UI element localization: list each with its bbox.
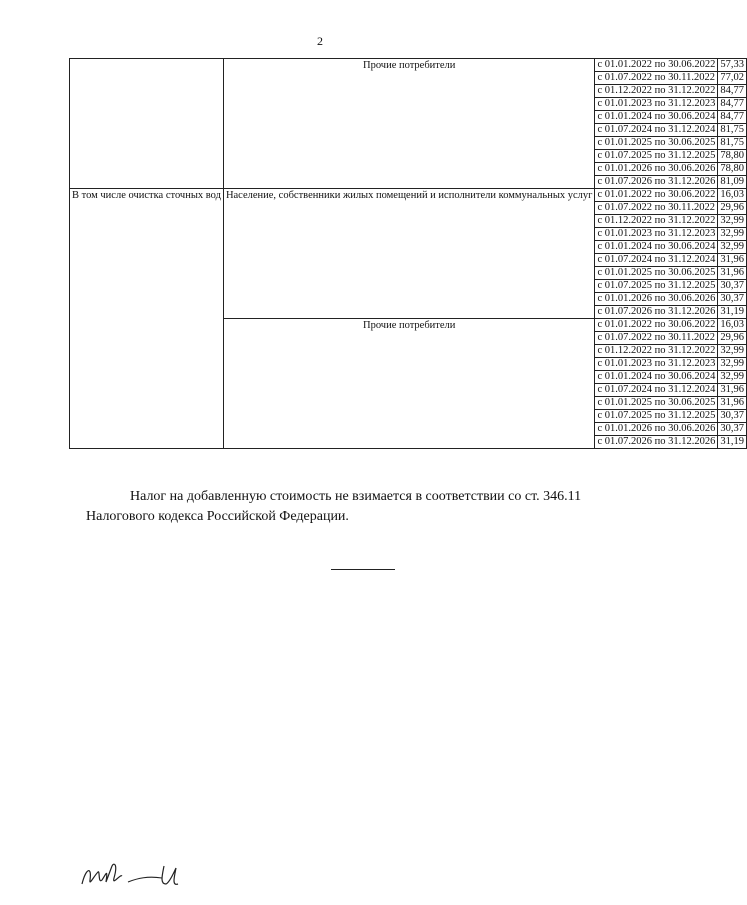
period-cell: с 01.07.2025 по 31.12.2025 [595, 410, 718, 423]
tariff-value-cell: 78,80 [718, 150, 747, 163]
tariff-value-cell: 31,96 [718, 397, 747, 410]
tariff-value-cell: 32,99 [718, 215, 747, 228]
consumer-group-cell: Население, собственники жилых помещений и исполнители коммунальных услуг [223, 189, 595, 319]
tariff-value-cell: 77,02 [718, 72, 747, 85]
tariff-value-cell: 30,37 [718, 293, 747, 306]
table-row [70, 189, 747, 202]
tariff-value-cell: 31,19 [718, 436, 747, 449]
consumer-group-cell: Прочие потребители [223, 319, 595, 449]
tariff-value-cell: 31,96 [718, 384, 747, 397]
tariff-value-cell: 32,99 [718, 228, 747, 241]
tariff-value-cell: 30,37 [718, 423, 747, 436]
period-cell: с 01.07.2022 по 30.11.2022 [595, 202, 718, 215]
tariff-value-cell: 81,09 [718, 176, 747, 189]
table-row [70, 59, 747, 72]
period-cell: с 01.07.2022 по 30.11.2022 [595, 332, 718, 345]
tariff-value-cell: 81,75 [718, 137, 747, 150]
tariff-value-cell: 29,96 [718, 332, 747, 345]
period-cell: с 01.07.2022 по 30.11.2022 [595, 72, 718, 85]
period-cell: с 01.01.2024 по 30.06.2024 [595, 241, 718, 254]
period-cell: с 01.01.2026 по 30.06.2026 [595, 423, 718, 436]
period-cell: с 01.01.2026 по 30.06.2026 [595, 293, 718, 306]
tariff-value-cell: 31,19 [718, 306, 747, 319]
tariff-value-cell: 57,33 [718, 59, 747, 72]
category-cell [70, 59, 224, 189]
period-cell: с 01.01.2025 по 30.06.2025 [595, 397, 718, 410]
period-cell: с 01.07.2024 по 31.12.2024 [595, 384, 718, 397]
tariff-value-cell: 30,37 [718, 410, 747, 423]
period-cell: с 01.01.2024 по 30.06.2024 [595, 371, 718, 384]
tariff-value-cell: 84,77 [718, 98, 747, 111]
tariff-value-cell: 84,77 [718, 85, 747, 98]
tariff-table [69, 58, 747, 449]
period-cell: с 01.07.2026 по 31.12.2026 [595, 176, 718, 189]
vat-note: Налог на добавленную стоимость не взимается в соответствии со ст. 346.11 Налогового кодекса Российской Федерации. [86, 489, 582, 524]
tariff-value-cell: 31,96 [718, 254, 747, 267]
page-number: 2 [317, 34, 323, 48]
period-cell: с 01.01.2025 по 30.06.2025 [595, 137, 718, 150]
period-cell: с 01.01.2023 по 31.12.2023 [595, 358, 718, 371]
period-cell: с 01.01.2023 по 31.12.2023 [595, 98, 718, 111]
period-cell: с 01.07.2024 по 31.12.2024 [595, 254, 718, 267]
tariff-value-cell: 32,99 [718, 241, 747, 254]
period-cell: с 01.01.2024 по 30.06.2024 [595, 111, 718, 124]
period-cell: с 01.01.2022 по 30.06.2022 [595, 319, 718, 332]
period-cell: с 01.12.2022 по 31.12.2022 [595, 345, 718, 358]
tariff-value-cell: 29,96 [718, 202, 747, 215]
period-cell: с 01.07.2025 по 31.12.2025 [595, 150, 718, 163]
tariff-value-cell: 78,80 [718, 163, 747, 176]
consumer-group-cell: Прочие потребители [223, 59, 595, 189]
period-cell: с 01.01.2026 по 30.06.2026 [595, 163, 718, 176]
handwritten-signature [78, 858, 188, 892]
tariff-value-cell: 84,77 [718, 111, 747, 124]
tariff-value-cell: 32,99 [718, 371, 747, 384]
tariff-value-cell: 16,03 [718, 319, 747, 332]
tariff-value-cell: 16,03 [718, 189, 747, 202]
period-cell: с 01.07.2026 по 31.12.2026 [595, 306, 718, 319]
period-cell: с 01.07.2026 по 31.12.2026 [595, 436, 718, 449]
period-cell: с 01.01.2023 по 31.12.2023 [595, 228, 718, 241]
tariff-value-cell: 30,37 [718, 280, 747, 293]
period-cell: с 01.12.2022 по 31.12.2022 [595, 215, 718, 228]
category-cell: В том числе очистка сточных вод [70, 189, 224, 449]
period-cell: с 01.01.2022 по 30.06.2022 [595, 189, 718, 202]
period-cell: с 01.01.2022 по 30.06.2022 [595, 59, 718, 72]
tariff-table-body [70, 59, 747, 449]
period-cell: с 01.01.2025 по 30.06.2025 [595, 267, 718, 280]
period-cell: с 01.12.2022 по 31.12.2022 [595, 85, 718, 98]
tariff-value-cell: 31,96 [718, 267, 747, 280]
end-divider [331, 569, 395, 570]
period-cell: с 01.07.2024 по 31.12.2024 [595, 124, 718, 137]
tariff-value-cell: 81,75 [718, 124, 747, 137]
tariff-value-cell: 32,99 [718, 358, 747, 371]
tariff-value-cell: 32,99 [718, 345, 747, 358]
period-cell: с 01.07.2025 по 31.12.2025 [595, 280, 718, 293]
